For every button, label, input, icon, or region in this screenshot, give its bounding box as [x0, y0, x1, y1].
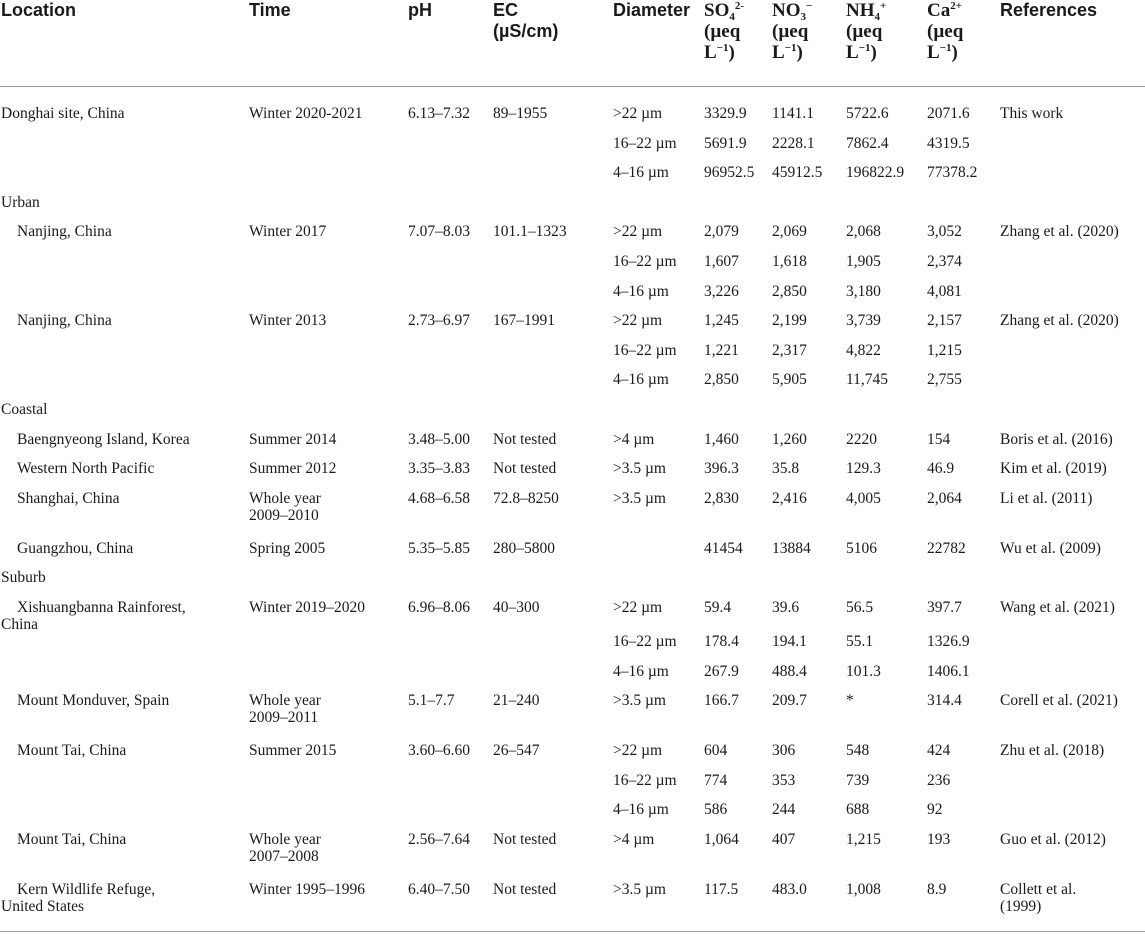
cell-time: Summer 2014 [249, 430, 337, 448]
cell-ref [1000, 283, 1145, 313]
cell-ca: 4319.5 [927, 134, 970, 152]
cell-ec [493, 801, 613, 831]
cell-location: Nanjing, China [17, 312, 112, 330]
cell-ca: 4,081 [927, 282, 962, 300]
cell-ca: 2,374 [927, 252, 962, 270]
group-row [0, 401, 1145, 431]
cell-nh4: 1,008 [846, 881, 927, 932]
cell-nh4: 3,180 [846, 282, 881, 300]
table-row [0, 772, 1145, 802]
cell-ref [1000, 253, 1145, 283]
cell-time: Whole year 2009–2010 [249, 489, 321, 524]
cell-so4: 117.5 [704, 881, 772, 932]
cell-ph: 3.60–6.60 [408, 742, 470, 760]
cell-ref [1000, 342, 1145, 372]
group-label: Coastal [1, 400, 48, 418]
cell-so4: 96952.5 [704, 164, 755, 182]
cell-so4: 166.7 [704, 692, 739, 710]
cell-no3: 35.8 [772, 460, 800, 478]
cell-so4: 2,850 [704, 371, 739, 389]
cell-diameter: 4–16 µm [613, 801, 669, 819]
cell-ec [493, 342, 613, 372]
table-row [0, 801, 1145, 831]
cell-diameter: >22 µm [613, 312, 663, 330]
cell-ref [1000, 801, 1145, 831]
cell-nh4: 4,822 [846, 341, 881, 359]
cell-ref: Kim et al. (2019) [1000, 460, 1107, 478]
cell-time: Winter 2013 [249, 312, 327, 330]
cell-ph [408, 371, 493, 401]
table-row [0, 223, 1145, 253]
table-row [0, 135, 1145, 165]
cell-no3: 209.7 [772, 692, 807, 710]
cell-so4: 1,607 [704, 252, 739, 270]
cell-time [249, 135, 408, 165]
cell-ca: 92 [927, 801, 943, 819]
cell-ca: 314.4 [927, 692, 962, 710]
cell-diameter: 4–16 µm [613, 662, 669, 680]
col-header-no3: $NO_3^-$ (µeq $L^{-1}$) [772, 0, 846, 87]
cell-time [249, 663, 408, 693]
cell-diameter: 16–22 µm [613, 134, 677, 152]
cell-so4: 3,226 [704, 282, 739, 300]
cell-ec [493, 633, 613, 663]
cell-location: Western North Pacific [17, 460, 155, 478]
cell-ref [1000, 772, 1145, 802]
cell-no3: 407 [772, 830, 796, 848]
cell-diameter [613, 540, 704, 570]
cell-ph [408, 633, 493, 663]
cell-no3: 2228.1 [772, 134, 815, 152]
cell-time [249, 283, 408, 313]
cell-ec [493, 283, 613, 313]
cell-time [249, 342, 408, 372]
cell-ca: 77378.2 [927, 164, 978, 182]
cell-nh4: 3,739 [846, 312, 881, 330]
cell-ph: 7.07–8.03 [408, 223, 470, 241]
cell-ec: 167–1991 [493, 312, 555, 330]
cell-nh4: 1,905 [846, 252, 881, 270]
cell-ca: 3,052 [927, 223, 962, 241]
cell-ph: 3.35–3.83 [408, 460, 470, 478]
cell-nh4: 548 [846, 742, 870, 760]
cell-ref: Wu et al. (2009) [1000, 539, 1101, 557]
cell-so4: 1,245 [704, 312, 739, 330]
cell-time [249, 772, 408, 802]
cell-so4: 41454 [704, 539, 743, 557]
cell-location [0, 772, 249, 802]
table-row [0, 692, 1145, 742]
cell-diameter: 4–16 µm [613, 282, 669, 300]
cell-ref: Collett et al. (1999) [1000, 881, 1145, 932]
cell-no3: 306 [772, 742, 796, 760]
cell-ref: Li et al. (2011) [1000, 489, 1093, 507]
cell-nh4: 56.5 [846, 598, 874, 616]
cell-ca: 424 [927, 742, 951, 760]
cell-time [249, 164, 408, 194]
cell-diameter: >22 µm [613, 105, 663, 122]
cell-ca: 2,064 [927, 489, 962, 507]
cell-ec: 21–240 [493, 692, 540, 710]
table-row [0, 371, 1145, 401]
cell-time [249, 633, 408, 663]
cell-location [0, 253, 249, 283]
cell-so4: 59.4 [704, 598, 732, 616]
cell-ref [1000, 633, 1145, 663]
cell-no3: 1,260 [772, 430, 807, 448]
cell-diameter: 16–22 µm [613, 252, 677, 270]
cell-ca: 1,215 [927, 341, 962, 359]
cell-so4: 2,830 [704, 489, 739, 507]
cell-location: Donghai site, China [1, 105, 125, 122]
cell-location: Kern Wildlife Refuge, United States [0, 881, 249, 932]
cell-location: Baengnyeong Island, Korea [17, 430, 190, 448]
cell-time: Winter 2020-2021 [249, 105, 363, 122]
cell-no3: 353 [772, 771, 796, 789]
cell-diameter: 4–16 µm [613, 371, 669, 389]
cell-diameter: >3.5 µm [613, 460, 666, 478]
cell-nh4: * [846, 692, 854, 710]
cell-nh4: 7862.4 [846, 134, 889, 152]
cell-ca: 154 [927, 430, 951, 448]
cell-ref: Boris et al. (2016) [1000, 430, 1113, 448]
cell-ec: Not tested [493, 881, 613, 932]
cell-nh4: 11,745 [846, 371, 889, 389]
cell-nh4: 196822.9 [846, 164, 905, 182]
group-row [0, 569, 1145, 599]
table-row [0, 164, 1145, 194]
cell-nh4: 739 [846, 771, 870, 789]
group-label: Urban [1, 193, 40, 211]
col-header-time: Time [249, 0, 408, 87]
cell-ca: 397.7 [927, 598, 962, 616]
table-row [0, 831, 1145, 881]
cell-location [0, 801, 249, 831]
cell-ph: 5.35–5.85 [408, 539, 470, 557]
cell-ec: 40–300 [493, 598, 540, 616]
cell-ref [1000, 135, 1145, 165]
table-body [0, 87, 1145, 932]
cell-location: Mount Monduver, Spain [17, 692, 170, 710]
cell-diameter: >3.5 µm [613, 692, 666, 710]
cell-ref: This work [1000, 105, 1064, 122]
col-header-ca: $Ca^{2+}$ (µeq $L^{-1}$) [927, 0, 1000, 87]
cell-ca: 2071.6 [927, 105, 970, 122]
cell-nh4: 4,005 [846, 489, 881, 507]
cell-ca: 8.9 [927, 881, 1000, 932]
cell-ec [493, 663, 613, 693]
cell-ca: 1326.9 [927, 632, 970, 650]
cell-time: Whole year 2009–2011 [249, 692, 321, 727]
cell-ref: Zhang et al. (2020) [1000, 223, 1119, 241]
cell-location: Guangzhou, China [17, 539, 134, 557]
cell-so4: 604 [704, 742, 728, 760]
cell-location [0, 342, 249, 372]
cell-so4: 3329.9 [704, 105, 747, 122]
cell-location [0, 135, 249, 165]
cell-time: Spring 2005 [249, 539, 326, 557]
cell-ca: 22782 [927, 539, 966, 557]
cell-ph [408, 342, 493, 372]
cell-nh4: 55.1 [846, 632, 874, 650]
group-row [0, 194, 1145, 224]
cell-so4: 774 [704, 771, 728, 789]
cell-ref: Wang et al. (2021) [1000, 598, 1115, 616]
cell-ec: 280–5800 [493, 539, 555, 557]
cell-ref [1000, 663, 1145, 693]
cell-nh4: 2220 [846, 430, 877, 448]
cell-ph [408, 253, 493, 283]
cell-so4: 1,460 [704, 430, 739, 448]
cell-no3: 244 [772, 801, 796, 819]
col-header-ec [493, 0, 613, 87]
table-row [0, 342, 1145, 372]
cell-ph [408, 801, 493, 831]
cell-so4: 2,079 [704, 223, 739, 241]
cell-ph [408, 663, 493, 693]
cell-ec [493, 253, 613, 283]
cell-no3: 2,199 [772, 312, 807, 330]
cell-no3: 2,069 [772, 223, 807, 241]
cell-time [249, 371, 408, 401]
cell-ph [408, 164, 493, 194]
cell-ca: 2,755 [927, 371, 962, 389]
cell-nh4: 129.3 [846, 460, 881, 478]
header-row [0, 0, 1145, 87]
table-row [0, 633, 1145, 663]
ec-label: EC [493, 0, 519, 20]
cell-diameter: 16–22 µm [613, 771, 677, 789]
cell-ca: 193 [927, 830, 951, 848]
cell-so4: 178.4 [704, 632, 739, 650]
cell-ec: 26–547 [493, 742, 540, 760]
cell-time: Whole year 2007–2008 [249, 830, 321, 865]
col-header-nh4: $NH_4^+$ (µeq $L^{-1}$) [846, 0, 927, 87]
table-row [0, 253, 1145, 283]
cell-so4: 1,221 [704, 341, 739, 359]
cell-no3: 2,317 [772, 341, 807, 359]
cell-ca: 236 [927, 771, 951, 789]
cell-location [0, 283, 249, 313]
cell-no3: 1,618 [772, 252, 807, 270]
cell-ec [493, 772, 613, 802]
cell-ec: 72.8–8250 [493, 489, 559, 507]
cell-time: Summer 2012 [249, 460, 337, 478]
cell-nh4: 1,215 [846, 830, 881, 848]
cell-location [0, 633, 249, 663]
cell-no3: 13884 [772, 539, 811, 557]
ec-unit: (µS/cm) [493, 21, 559, 41]
cell-ec: Not tested [493, 830, 557, 848]
cell-ec: 101.1–1323 [493, 223, 567, 241]
cell-ph: 5.1–7.7 [408, 692, 455, 710]
cell-ec [493, 135, 613, 165]
cell-ref: Zhang et al. (2020) [1000, 312, 1119, 330]
cell-no3: 483.0 [772, 881, 846, 932]
cell-time [249, 253, 408, 283]
cell-no3: 488.4 [772, 662, 807, 680]
cell-no3: 2,416 [772, 489, 807, 507]
cell-diameter: >3.5 µm [613, 881, 704, 932]
table-row [0, 663, 1145, 693]
cell-ph: 2.73–6.97 [408, 312, 470, 330]
table-row [0, 742, 1145, 772]
cell-no3: 5,905 [772, 371, 807, 389]
cell-location: Nanjing, China [17, 223, 112, 241]
cell-ec [493, 371, 613, 401]
cell-ph: 3.48–5.00 [408, 430, 470, 448]
col-header-references: References [1000, 0, 1145, 87]
cell-location: Shanghai, China [17, 489, 120, 507]
table-row [0, 599, 1145, 633]
cell-ph: 6.96–8.06 [408, 598, 470, 616]
cell-ec: Not tested [493, 430, 557, 448]
cell-no3: 39.6 [772, 598, 800, 616]
cell-nh4: 688 [846, 801, 870, 819]
cell-ca: 1406.1 [927, 662, 970, 680]
cell-ph [408, 772, 493, 802]
cell-ec: 89–1955 [493, 105, 548, 122]
cell-ec: Not tested [493, 460, 557, 478]
cell-no3: 45912.5 [772, 164, 823, 182]
cell-time: Winter 1995–1996 [249, 881, 408, 932]
group-label: Suburb [1, 569, 46, 587]
cell-ec [493, 164, 613, 194]
table-row [0, 87, 1145, 135]
cell-ph: 6.40–7.50 [408, 881, 493, 932]
cell-ph: 4.68–6.58 [408, 489, 470, 507]
cell-location: Xishuangbanna Rainforest, China [1, 598, 186, 633]
cell-diameter: 16–22 µm [613, 632, 677, 650]
table-row [0, 431, 1145, 461]
table-row [0, 490, 1145, 540]
cell-ph [408, 135, 493, 165]
cell-ph: 6.13–7.32 [408, 105, 470, 122]
cell-so4: 586 [704, 801, 728, 819]
cell-ca: 2,157 [927, 312, 962, 330]
cell-time: Winter 2017 [249, 223, 327, 241]
cell-location [0, 663, 249, 693]
col-header-ph: pH [408, 0, 493, 87]
cell-ref: Guo et al. (2012) [1000, 830, 1106, 848]
cell-so4: 1,064 [704, 830, 739, 848]
cell-location [0, 164, 249, 194]
cell-time: Summer 2015 [249, 742, 337, 760]
cell-nh4: 101.3 [846, 662, 881, 680]
cell-diameter: >4 µm [613, 430, 655, 448]
cell-diameter: >22 µm [613, 598, 663, 616]
cell-ph [408, 283, 493, 313]
cell-diameter: >22 µm [613, 223, 663, 241]
cell-diameter: 4–16 µm [613, 164, 669, 182]
cell-so4: 267.9 [704, 662, 739, 680]
cell-ph: 2.56–7.64 [408, 830, 470, 848]
cell-nh4: 2,068 [846, 223, 881, 241]
cell-ref: Corell et al. (2021) [1000, 692, 1118, 710]
cell-diameter: >4 µm [613, 830, 655, 848]
cell-location: Mount Tai, China [17, 742, 127, 760]
cell-time [249, 801, 408, 831]
cell-nh4: 5106 [846, 539, 877, 557]
col-header-so4: $SO_4^{2-}$ (µeq $L^{-1}$) [704, 0, 772, 87]
table-row [0, 881, 1145, 932]
cell-no3: 2,850 [772, 282, 807, 300]
cell-diameter: >3.5 µm [613, 489, 666, 507]
cell-location: Mount Tai, China [17, 830, 127, 848]
cell-time: Winter 2019–2020 [249, 598, 366, 616]
cell-so4: 396.3 [704, 460, 739, 478]
table-row [0, 540, 1145, 570]
cell-no3: 194.1 [772, 632, 807, 650]
table-row [0, 460, 1145, 490]
cell-location [0, 371, 249, 401]
cell-diameter: >22 µm [613, 742, 663, 760]
cell-ref [1000, 164, 1145, 194]
table-row [0, 283, 1145, 313]
cell-diameter: 16–22 µm [613, 341, 677, 359]
cell-ref: Zhu et al. (2018) [1000, 742, 1105, 760]
cell-ref [1000, 371, 1145, 401]
col-header-diameter: Diameter [613, 0, 704, 87]
cell-so4: 5691.9 [704, 134, 747, 152]
cell-nh4: 5722.6 [846, 105, 889, 122]
cell-ca: 46.9 [927, 460, 955, 478]
cell-no3: 1141.1 [772, 105, 815, 122]
col-header-location: Location [0, 0, 249, 87]
table-row [0, 312, 1145, 342]
